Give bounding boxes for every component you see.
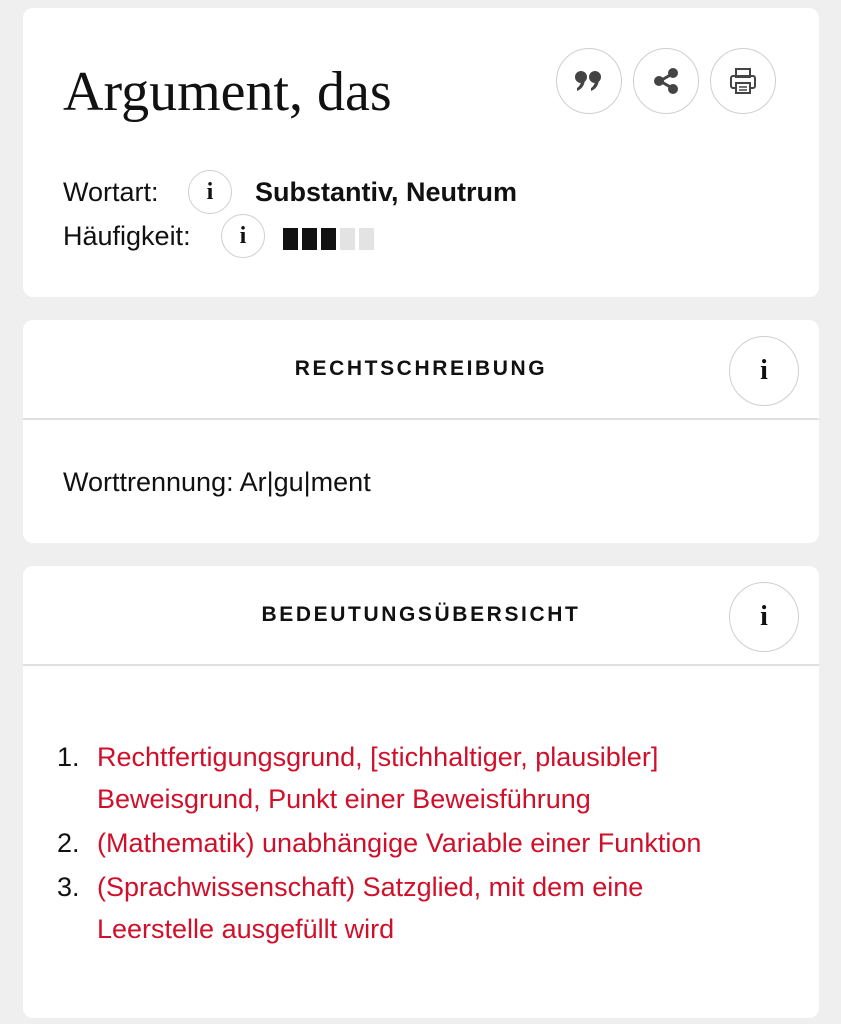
- bedeutung-info-button[interactable]: [729, 582, 799, 652]
- list-number: 1.: [57, 742, 80, 772]
- worttrennung-text: Worttrennung: Ar|gu|ment: [63, 467, 371, 497]
- meaning-link-1[interactable]: Rechtfertigungsgrund, [stichhaltiger, plausibler] Beweisgrund, Punkt einer Beweisführung: [97, 742, 659, 814]
- list-item: [57, 822, 757, 864]
- wortart-label: Wortart:: [63, 177, 159, 207]
- quote-icon: [574, 69, 604, 93]
- entry-header-card: [23, 8, 819, 297]
- section-title-rechtschreibung: RECHTSCHREIBUNG: [294, 357, 548, 380]
- print-icon: [728, 66, 758, 96]
- haeufigkeit-info-button[interactable]: [221, 214, 265, 258]
- info-icon: i: [239, 222, 247, 249]
- list-number: 3.: [57, 872, 80, 902]
- print-button[interactable]: [710, 48, 776, 114]
- list-item: [57, 736, 757, 820]
- frequency-block-filled: [321, 228, 336, 250]
- wortart-info-button[interactable]: [188, 170, 232, 214]
- info-icon: i: [206, 178, 214, 205]
- meaning-list: [57, 736, 757, 952]
- cite-button[interactable]: [556, 48, 622, 114]
- rechtschreibung-info-button[interactable]: [729, 336, 799, 406]
- frequency-block-filled: [283, 228, 298, 250]
- frequency-block-empty: [340, 228, 355, 250]
- wortart-value: Substantiv, Neutrum: [255, 177, 518, 207]
- info-icon: i: [760, 601, 768, 632]
- entry-title: Argument, das: [63, 61, 392, 123]
- meaning-link-2[interactable]: (Mathematik) unabhängige Variable einer Funktion: [97, 828, 702, 858]
- frequency-block-empty: [359, 228, 374, 250]
- list-number: 2.: [57, 828, 80, 858]
- frequency-block-filled: [302, 228, 317, 250]
- share-button[interactable]: [633, 48, 699, 114]
- section-title-bedeutung: BEDEUTUNGSÜBERSICHT: [261, 603, 581, 626]
- bedeutung-header: [23, 566, 819, 666]
- info-icon: i: [760, 355, 768, 386]
- share-icon: [652, 67, 680, 95]
- haeufigkeit-label: Häufigkeit:: [63, 221, 191, 251]
- list-item: [57, 866, 757, 950]
- bedeutungsuebersicht-card: [23, 566, 819, 1018]
- rechtschreibung-card: [23, 320, 819, 543]
- rechtschreibung-header: [23, 320, 819, 420]
- meaning-link-3[interactable]: (Sprachwissenschaft) Satzglied, mit dem eine Leerstelle ausgefüllt wird: [97, 872, 644, 944]
- frequency-indicator: [283, 228, 374, 250]
